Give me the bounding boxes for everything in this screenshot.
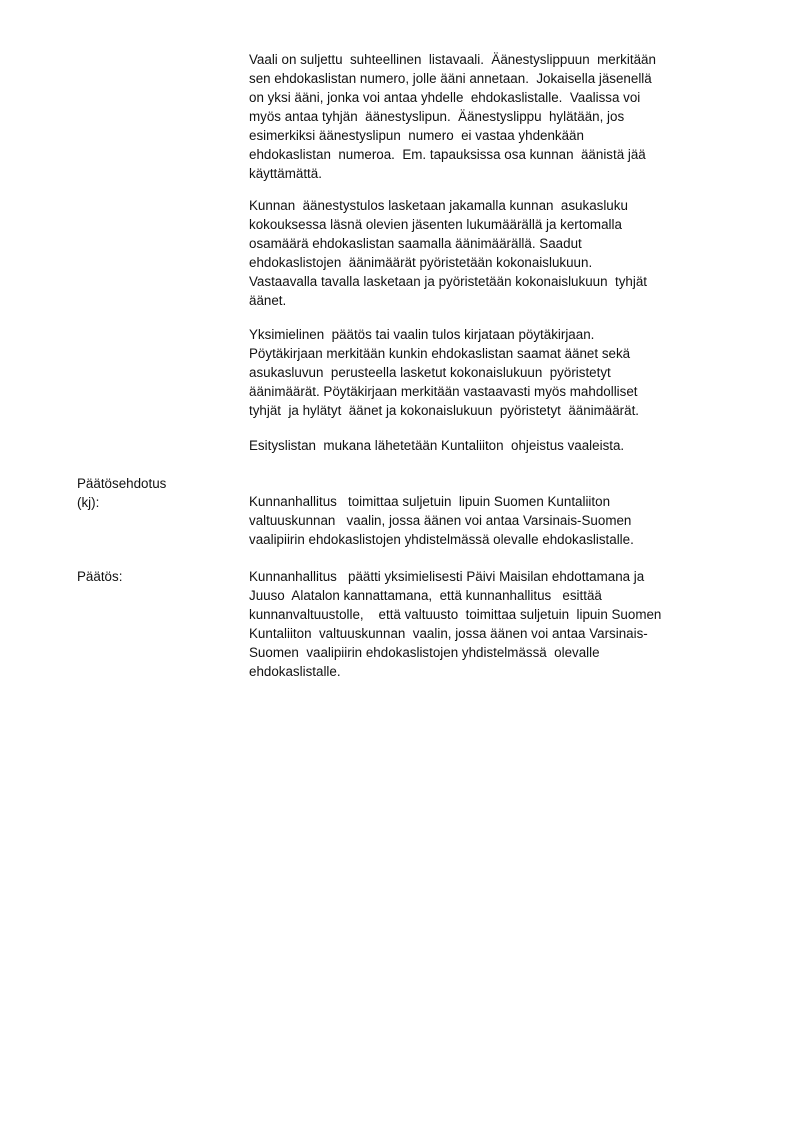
text-line: Suomen vaalipiirin ehdokaslistojen yhdistelmässä olevalle bbox=[249, 645, 600, 660]
paragraph-minutes bbox=[249, 325, 739, 420]
proposal-label-line: (kj): bbox=[77, 495, 100, 510]
text-line: äänet. bbox=[249, 293, 287, 308]
text-line: Kunnan äänestystulos lasketaan jakamalla kunnan asukasluku bbox=[249, 198, 628, 213]
text-line: kunnanvaltuustolle, että valtuusto toimittaa suljetuin lipuin Suomen bbox=[249, 607, 662, 622]
text-line: on yksi ääni, jonka voi antaa yhdelle ehdokaslistalle. Vaalissa voi bbox=[249, 90, 641, 105]
decision-text bbox=[249, 567, 739, 681]
paragraph-vote-calculation bbox=[249, 196, 739, 310]
text-line: Vastaavalla tavalla lasketaan ja pyöristetään kokonaislukuun tyhjät bbox=[249, 274, 647, 289]
text-line: Kuntaliiton valtuuskunnan vaalin, jossa äänen voi antaa Varsinais- bbox=[249, 626, 648, 641]
paragraph-attachment-note bbox=[249, 436, 739, 455]
paragraph-voting-method bbox=[249, 50, 739, 183]
text-line: esimerkiksi äänestyslipun numero ei vastaa yhdenkään bbox=[249, 128, 584, 143]
text-line: Kunnanhallitus toimittaa suljetuin lipuin Suomen Kuntaliiton bbox=[249, 494, 611, 509]
text-line: valtuuskunnan vaalin, jossa äänen voi antaa Varsinais-Suomen bbox=[249, 513, 632, 528]
text-line: Vaali on suljettu suhteellinen listavaali. Äänestyslippuun merkitään bbox=[249, 52, 656, 67]
text-line: äänimäärät. Pöytäkirjaan merkitään vastaavasti myös mahdolliset bbox=[249, 384, 638, 399]
proposal-text bbox=[249, 492, 739, 549]
text-line: osamäärä ehdokaslistan saamalla äänimäärällä. Saadut bbox=[249, 236, 582, 251]
text-line: vaalipiirin ehdokaslistojen yhdistelmässä olevalle ehdokaslistalle. bbox=[249, 532, 634, 547]
text-line: Juuso Alatalon kannattamana, että kunnanhallitus esittää bbox=[249, 588, 602, 603]
text-line: ehdokaslistan numeroa. Em. tapauksissa osa kunnan äänistä jää bbox=[249, 147, 646, 162]
text-line: myös antaa tyhjän äänestyslipun. Äänestyslippu hylätään, jos bbox=[249, 109, 625, 124]
text-line: asukasluvun perusteella lasketut kokonaislukuun pyöristetyt bbox=[249, 365, 611, 380]
text-line: tyhjät ja hylätyt äänet ja kokonaislukuun pyöristetyt äänimäärät. bbox=[249, 403, 640, 418]
text-line: ehdokaslistalle. bbox=[249, 664, 341, 679]
text-line: ehdokaslistojen äänimäärät pyöristetään kokonaislukuun. bbox=[249, 255, 593, 270]
text-line: käyttämättä. bbox=[249, 166, 322, 181]
text-line: Kunnanhallitus päätti yksimielisesti Päivi Maisilan ehdottamana ja bbox=[249, 569, 645, 584]
decision-label-text: Päätös: bbox=[77, 569, 123, 584]
decision-label bbox=[77, 567, 237, 586]
proposal-label bbox=[77, 474, 237, 512]
proposal-label-line: Päätösehdotus bbox=[77, 476, 167, 491]
text-line: Pöytäkirjaan merkitään kunkin ehdokaslistan saamat äänet sekä bbox=[249, 346, 631, 361]
text-line: sen ehdokaslistan numero, jolle ääni annetaan. Jokaisella jäsenellä bbox=[249, 71, 652, 86]
text-line: kokouksessa läsnä olevien jäsenten lukumäärällä ja kertomalla bbox=[249, 217, 622, 232]
text-line: Yksimielinen päätös tai vaalin tulos kirjataan pöytäkirjaan. bbox=[249, 327, 595, 342]
text-line: Esityslistan mukana lähetetään Kuntaliiton ohjeistus vaaleista. bbox=[249, 438, 625, 453]
